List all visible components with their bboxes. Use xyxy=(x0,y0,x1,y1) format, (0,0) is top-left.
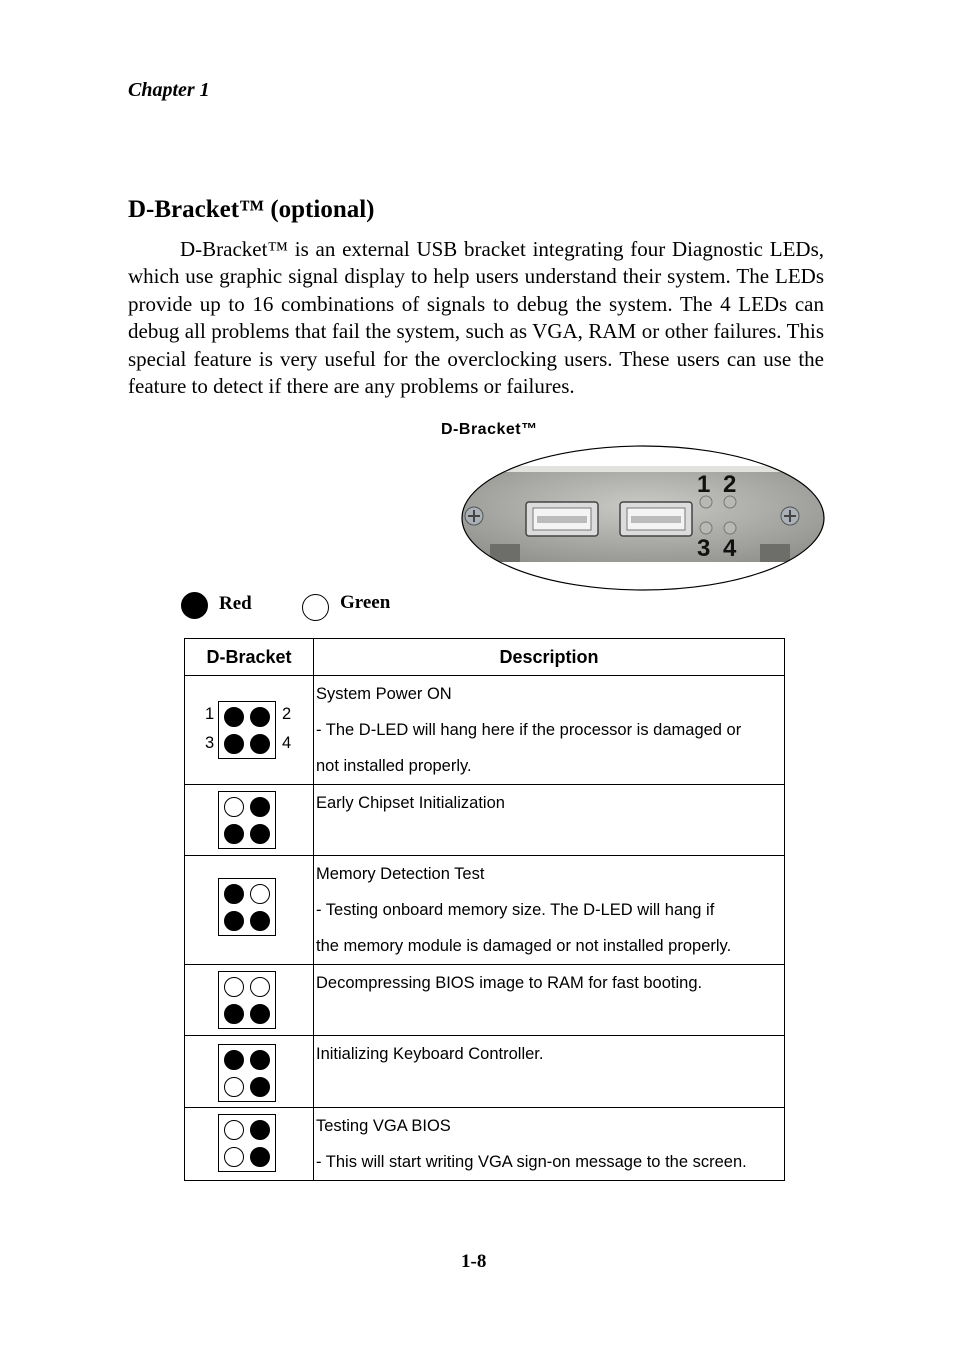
red-led-icon xyxy=(250,1120,270,1140)
red-led-icon xyxy=(250,1050,270,1070)
description-line: - This will start writing VGA sign-on message to the screen. xyxy=(316,1153,747,1171)
green-led-icon xyxy=(224,977,244,997)
red-led-icon xyxy=(224,911,244,931)
led-grid xyxy=(218,701,276,759)
red-led-icon xyxy=(224,824,244,844)
description-line: Decompressing BIOS image to RAM for fast booting. xyxy=(316,974,703,992)
led-pattern-cell xyxy=(185,785,314,856)
screw-icon xyxy=(781,507,799,525)
led-signal-table xyxy=(184,638,785,1181)
pin-number-label: 2 xyxy=(282,705,292,723)
led-number-label: 4 xyxy=(723,535,737,562)
description-line: the memory module is damaged or not installed properly. xyxy=(316,937,732,955)
description-line: - The D-LED will hang here if the processor is damaged or xyxy=(316,721,742,739)
section-title: D-Bracket™ (optional) xyxy=(128,196,375,223)
green-led-icon xyxy=(224,1077,244,1097)
table-row xyxy=(185,856,785,965)
red-led-icon xyxy=(250,707,270,727)
red-led-icon xyxy=(250,734,270,754)
description-line: Early Chipset Initialization xyxy=(316,794,505,812)
red-led-icon xyxy=(224,884,244,904)
led-grid xyxy=(218,878,276,936)
table-row xyxy=(185,676,785,785)
red-led-icon xyxy=(250,797,270,817)
description-line: Testing VGA BIOS xyxy=(316,1117,451,1135)
led-pattern-cell xyxy=(185,1036,314,1108)
led-number-label: 1 xyxy=(697,471,711,498)
led-grid xyxy=(218,971,276,1029)
green-led-icon xyxy=(224,1147,244,1167)
description-cell xyxy=(314,785,785,856)
intro-paragraph: D-Bracket™ is an external USB bracket integrating four Diagnostic LEDs, which use graphic signal display to help users understand their system. The LEDs provide up to 16 combinations of signals to debug the system. The 4 LEDs can debug all problems that fail the system, such as VGA, RAM or other failures. This special feature is very useful for the overclocking users. These users can use the feature to detect if there are any problems or failures. xyxy=(128,237,824,399)
green-led-icon xyxy=(250,977,270,997)
description-cell xyxy=(314,676,785,785)
red-legend-label: Red xyxy=(219,593,252,614)
usb-port-icon xyxy=(526,502,598,536)
red-led-icon xyxy=(250,824,270,844)
description-line: Memory Detection Test xyxy=(316,865,485,883)
usb-port-icon xyxy=(620,502,692,536)
description-line: Initializing Keyboard Controller. xyxy=(316,1045,544,1063)
table-row xyxy=(185,965,785,1036)
table-row xyxy=(185,1108,785,1181)
red-led-icon xyxy=(224,1004,244,1024)
red-led-icon xyxy=(224,707,244,727)
red-led-icon xyxy=(250,1147,270,1167)
green-led-icon xyxy=(224,797,244,817)
red-led-icon xyxy=(224,734,244,754)
led-pattern-cell xyxy=(185,1108,314,1181)
led-number-label: 3 xyxy=(697,535,711,562)
red-led-icon xyxy=(224,1050,244,1070)
red-led-icon xyxy=(250,911,270,931)
green-legend-label: Green xyxy=(340,592,391,613)
column-header-description: Description xyxy=(314,639,785,676)
pin-number-label: 4 xyxy=(282,734,292,752)
led-number-label: 2 xyxy=(723,471,737,498)
red-legend-icon xyxy=(181,592,208,619)
description-line: not installed properly. xyxy=(316,757,472,775)
screw-icon xyxy=(465,507,483,525)
green-led-icon xyxy=(224,1120,244,1140)
figure-caption: D-Bracket™ xyxy=(441,421,538,438)
led-pattern-cell xyxy=(185,965,314,1036)
description-cell xyxy=(314,965,785,1036)
d-bracket-photo xyxy=(460,444,826,592)
description-line: - Testing onboard memory size. The D-LED will hang if xyxy=(316,901,715,919)
red-led-icon xyxy=(250,1077,270,1097)
description-cell xyxy=(314,1108,785,1181)
description-cell xyxy=(314,856,785,965)
led-grid xyxy=(218,1114,276,1172)
green-legend-icon xyxy=(302,594,329,621)
led-pattern-cell xyxy=(185,856,314,965)
led-grid xyxy=(218,791,276,849)
column-header-d-bracket: D-Bracket xyxy=(185,639,314,676)
table-row xyxy=(185,1036,785,1108)
description-line: System Power ON xyxy=(316,685,452,703)
page-number: 1-8 xyxy=(461,1251,487,1272)
red-led-icon xyxy=(250,1004,270,1024)
led-grid xyxy=(218,1044,276,1102)
table-row xyxy=(185,785,785,856)
pin-number-label: 1 xyxy=(205,705,215,723)
pin-number-label: 3 xyxy=(205,734,215,752)
led-pattern-cell xyxy=(185,676,314,785)
green-led-icon xyxy=(250,884,270,904)
description-cell xyxy=(314,1036,785,1108)
chapter-heading: Chapter 1 xyxy=(128,79,210,101)
